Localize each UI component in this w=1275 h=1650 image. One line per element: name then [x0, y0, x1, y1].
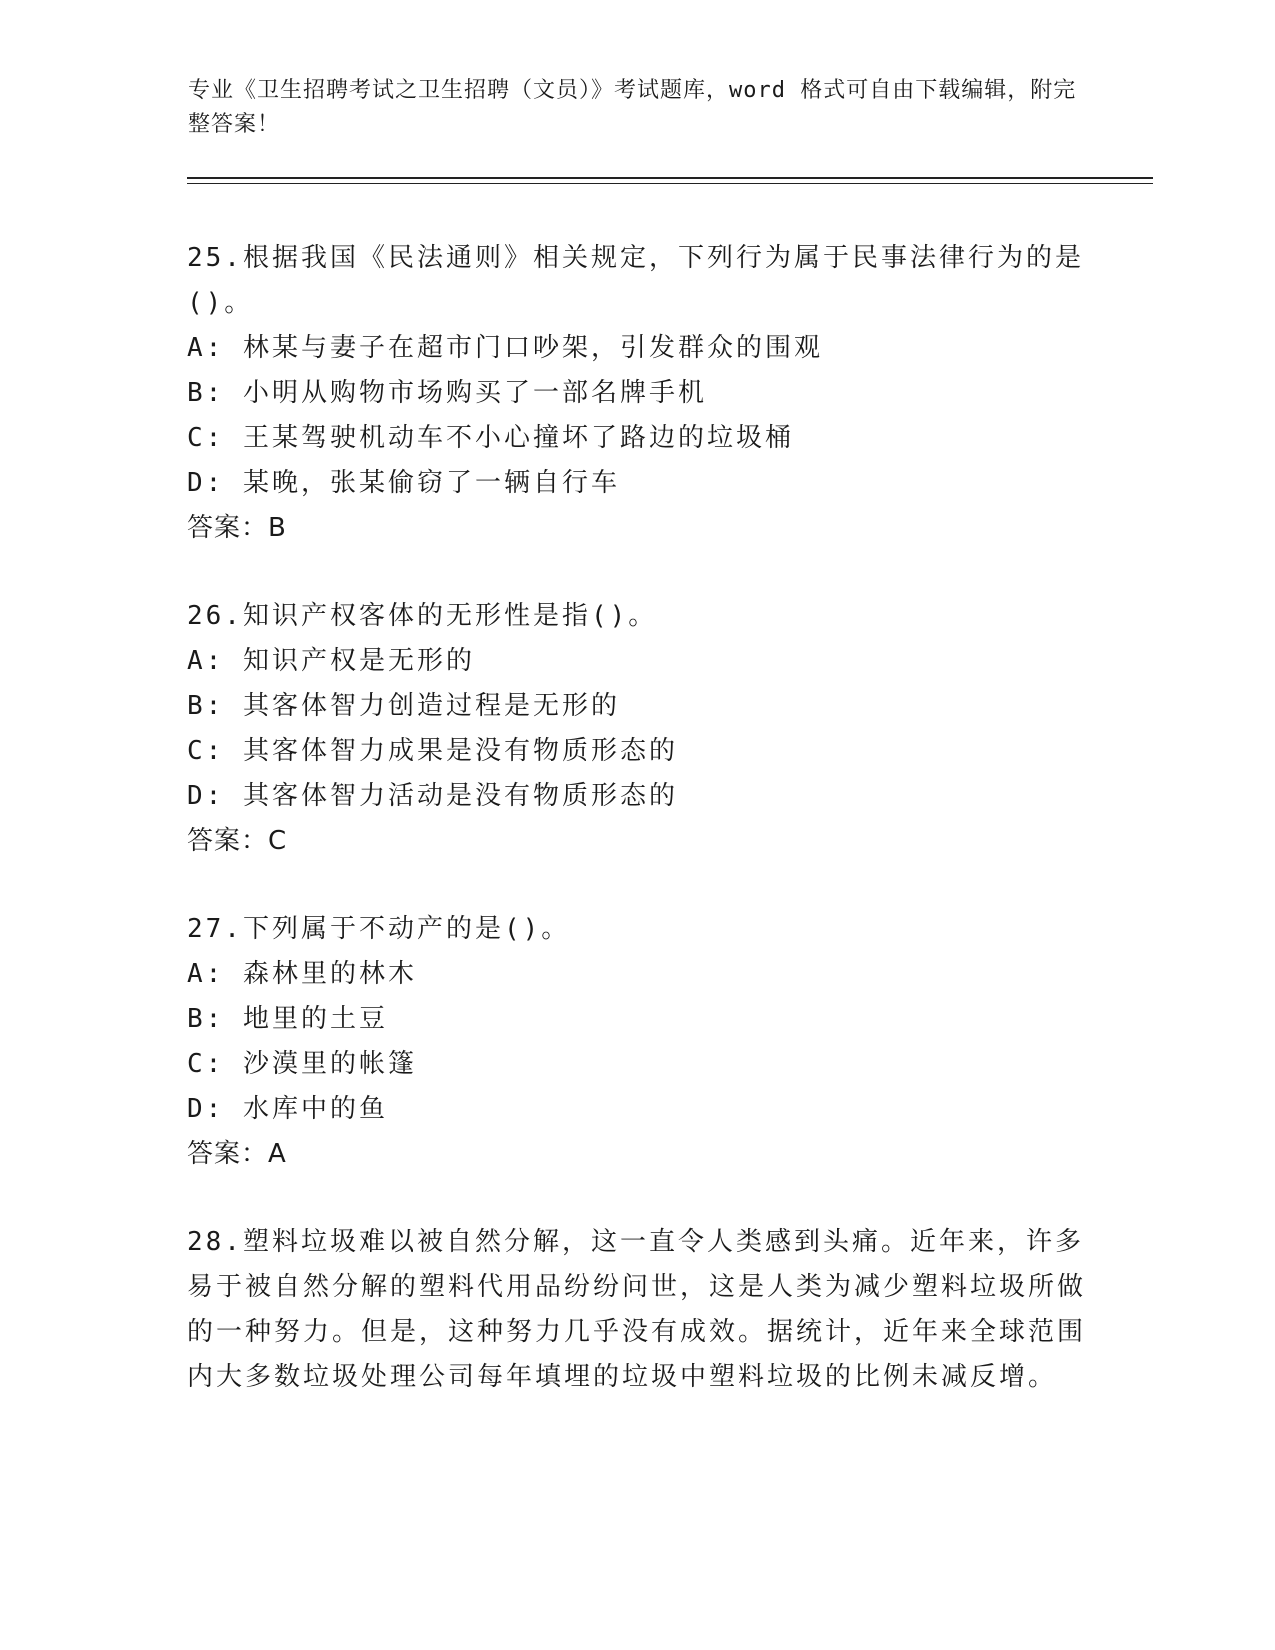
header-divider-thick: [187, 177, 1153, 179]
question-stem: 25.根据我国《民法通则》相关规定，下列行为属于民事法律行为的是()。: [187, 243, 1084, 318]
option-a: A: 知识产权是无形的: [187, 646, 475, 676]
option-c: C: 其客体智力成果是没有物质形态的: [187, 736, 678, 766]
option-b: B: 地里的土豆: [187, 1004, 388, 1034]
option-c: C: 王某驾驶机动车不小心撞坏了路边的垃圾桶: [187, 423, 794, 453]
question-list: [187, 236, 1087, 1443]
question-stem: 26.知识产权客体的无形性是指()。: [187, 601, 658, 631]
option-d: D: 某晚，张某偷窃了一辆自行车: [187, 468, 620, 498]
question-25: [187, 236, 1087, 551]
question-26: [187, 594, 1087, 864]
option-d: D: 水库中的鱼: [187, 1094, 388, 1124]
question-27: [187, 907, 1087, 1177]
answer-text: 答案：C: [187, 826, 288, 856]
header-divider-thin: [187, 183, 1153, 184]
answer-text: 答案：B: [187, 513, 287, 543]
option-b: B: 其客体智力创造过程是无形的: [187, 691, 620, 721]
reading-passage: 28.塑料垃圾难以被自然分解，这一直令人类感到头痛。近年来，许多易于被自然分解的塑料代用品纷纷问世，这是人类为减少塑料垃圾所做的一种努力。但是，这种努力几乎没有成效。据统计，近年来全球范围内大多数垃圾处理公司每年填埋的垃圾中塑料垃圾的比例未减反增。: [187, 1227, 1087, 1392]
question-stem: 27.下列属于不动产的是()。: [187, 914, 571, 944]
option-c: C: 沙漠里的帐篷: [187, 1049, 417, 1079]
option-b: B: 小明从购物市场购买了一部名牌手机: [187, 378, 707, 408]
option-a: A: 林某与妻子在超市门口吵架，引发群众的围观: [187, 333, 823, 363]
page-header: 专业《卫生招聘考试之卫生招聘（文员）》考试题库，word 格式可自由下载编辑，附完整答案！: [188, 78, 1077, 137]
question-28: [187, 1220, 1087, 1400]
option-a: A: 森林里的林木: [187, 959, 417, 989]
option-d: D: 其客体智力活动是没有物质形态的: [187, 781, 678, 811]
answer-text: 答案：A: [187, 1139, 287, 1169]
